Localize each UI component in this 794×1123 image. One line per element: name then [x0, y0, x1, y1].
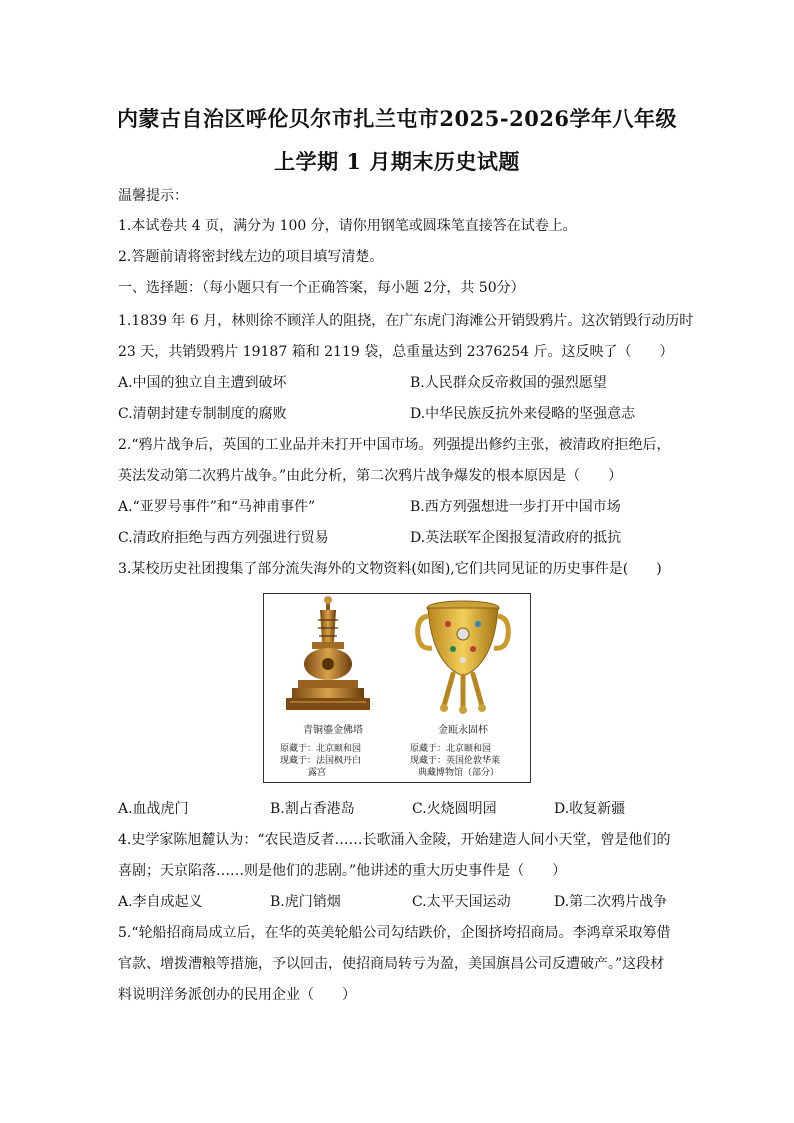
- section-heading: 一、选择题：（每小题只有一个正确答案，每小题 2分，共 50分）: [118, 280, 525, 296]
- right-artifact-note-2: 现藏于：英国伦敦华莱: [410, 756, 501, 766]
- question-2-option-b: B.西方列强想进一步打开中国市场: [410, 499, 621, 515]
- question-3-option-b: B.割占香港岛: [270, 801, 355, 817]
- exam-title-line2: 上学期 1 月期末历史试题: [274, 149, 520, 174]
- question-3-option-a: A.血战虎门: [118, 801, 189, 817]
- question-2-stem-line-1: 2.“鸦片战争后，英国的工业品并未打开中国市场。列强提出修约主张，被清政府拒绝后，: [118, 437, 671, 453]
- question-2-option-a: A.“亚罗号事件”和“马神甫事件”: [118, 499, 316, 515]
- notice-item-1: 1.本试卷共 4 页，满分为 100 分，请你用钢笔或圆珠笔直接答在试卷上。: [118, 218, 577, 234]
- question-4-option-b: B.虎门销烟: [270, 894, 341, 910]
- right-artifact-name: 金瓯永固杯: [438, 725, 488, 736]
- question-2-option-c: C.清政府拒绝与西方列强进行贸易: [118, 530, 329, 546]
- question-5-stem-line-3: 料说明洋务派创办的民用企业（ ）: [118, 987, 356, 1003]
- question-4-option-d: D.第二次鸦片战争: [554, 894, 668, 910]
- question-2-option-d: D.英法联军企图报复清政府的抵抗: [410, 530, 622, 546]
- question-1-option-d: D.中华民族反抗外来侵略的坚强意志: [410, 406, 636, 422]
- right-artifact-note-3: 典藏博物馆（部分）: [418, 768, 500, 778]
- left-artifact-name: 青铜鎏金佛塔: [303, 725, 363, 736]
- question-3-option-c: C.火烧圆明园: [412, 801, 497, 817]
- question-3-option-d: D.收复新疆: [554, 801, 626, 817]
- question-1-option-a: A.中国的独立自主遭到破坏: [118, 375, 287, 391]
- exam-title-line1: 内蒙古自治区呼伦贝尔市扎兰屯市2025-2026学年八年级: [116, 106, 678, 131]
- golden-cup-image: [398, 594, 528, 719]
- artifact-figure: [263, 593, 531, 783]
- artifact-bronze-pagoda: [268, 594, 398, 782]
- question-5-stem-line-1: 5.“轮船招商局成立后，在华的英美轮船公司勾结跌价，企图挤垮招商局。李鸿章采取筹借: [118, 925, 671, 941]
- question-1-option-b: B.人民群众反帝救国的强烈愿望: [410, 375, 607, 391]
- question-4-option-a: A.李自成起义: [118, 894, 203, 910]
- left-artifact-note-3: 露宫: [308, 768, 327, 778]
- question-1-option-c: C.清朝封建专制制度的腐败: [118, 406, 287, 422]
- left-artifact-note-2: 现藏于：法国枫丹白: [280, 756, 362, 766]
- left-artifact-note-1: 原藏于：北京颐和园: [280, 744, 362, 754]
- question-4-stem-line-1: 4.史学家陈旭麓认为：“农民造反者……长歌涌入金陵，开始建造人间小天堂，曾是他们的: [118, 832, 671, 848]
- notice-heading: 温馨提示：: [118, 188, 188, 204]
- notice-item-2: 2.答题前请将密封线左边的项目填写清楚。: [118, 249, 384, 265]
- question-1-stem-line-1: 1.1839 年 6 月，林则徐不顾洋人的阻挠，在广东虎门海滩公开销毁鸦片。这次销毁行动历时: [118, 313, 694, 329]
- artifact-golden-cup: [398, 594, 528, 782]
- question-5-stem-line-2: 官款、增拨漕粮等措施，予以回击，使招商局转亏为盈，美国旗昌公司反遭破产。”这段材: [118, 956, 665, 972]
- question-1-stem-line-2: 23 天，共销毁鸦片 19187 箱和 2119 袋，总重量达到 2376254 斤。这反映了（ ）: [118, 344, 674, 360]
- question-4-stem-line-2: 喜剧；天京陷落……则是他们的悲剧。”他讲述的重大历史事件是（ ）: [118, 863, 567, 879]
- right-artifact-note-1: 原藏于：北京颐和园: [410, 744, 492, 754]
- question-2-stem-line-2: 英法发动第二次鸦片战争。”由此分析，第二次鸦片战争爆发的根本原因是（ ）: [118, 468, 623, 484]
- question-4-option-c: C.太平天国运动: [412, 894, 511, 910]
- bronze-pagoda-image: [268, 594, 398, 719]
- question-3-stem: 3.某校历史社团搜集了部分流失海外的文物资料(如图),它们共同见证的历史事件是( ): [118, 561, 662, 577]
